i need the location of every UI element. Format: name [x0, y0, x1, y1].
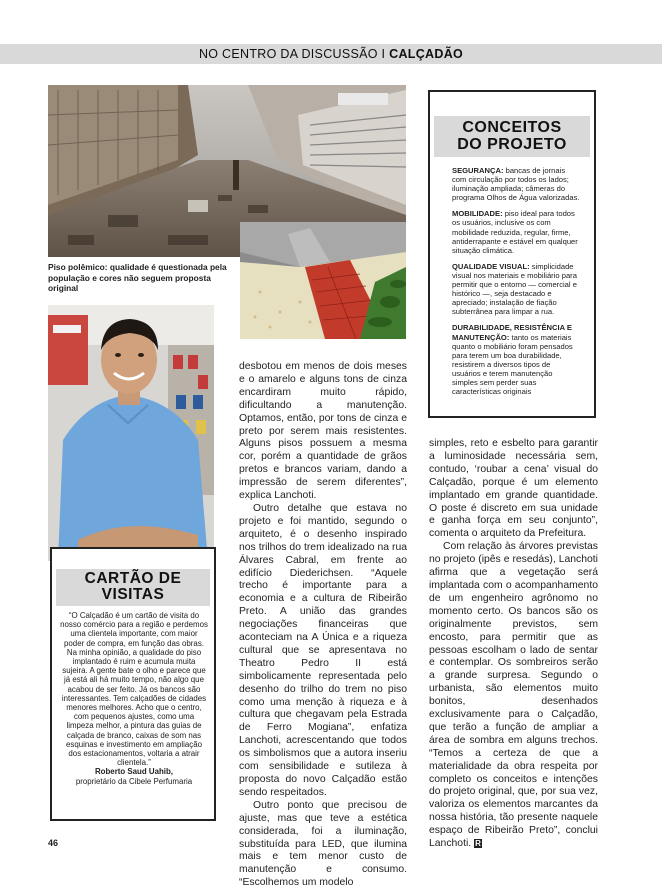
card-title — [56, 569, 210, 606]
end-mark: R — [475, 839, 481, 849]
concepts-title — [434, 116, 590, 157]
card-role: proprietário da Cibele Perfumaria — [75, 776, 193, 786]
concept-label: QUALIDADE VISUAL: — [452, 261, 530, 271]
rendering-image — [240, 222, 406, 339]
concept-text: piso ideal para todos os usuários, inclusive os com mobilidade reduzida, regular, firme, antiderrapante e estável em qualquer situação climática. — [452, 209, 578, 255]
concepts-title-line2: DO PROJETO — [457, 136, 567, 153]
page-number: 46 — [48, 838, 59, 848]
card-title-line1: CARTÃO DE — [84, 570, 182, 587]
concept-item — [452, 323, 580, 396]
concept-text: simplicidade visual nos materiais e mobiliário para permitir que o entorno — comercial e histórico —, seja destacado e apreciado; instalação de fiação subterrânea para limpar a rua. — [452, 261, 577, 317]
card-title-line2: VISITAS — [101, 586, 165, 603]
card-box — [50, 547, 216, 821]
portrait-photo — [48, 305, 214, 561]
concept-item — [452, 262, 580, 317]
concept-label: MOBILIDADE: — [452, 209, 503, 219]
concept-text: tanto os materiais quanto o mobiliário foram pensados para terem um boa durabilidade, resistirem a diversos tipos de usuários e terem manutenção simples sem perder suas características originais — [452, 332, 573, 397]
article-paragraph: simples, reto e esbelto para garantir a luminosidade necessária sem, contudo, ‘roubar a cena’ visual do Calçadão, porque é um elemento implantado em grande quantidade. O poste é discreto em sua unidade e ganha força em seu conjunto”, comenta o arquiteto da Prefeitura. — [429, 438, 598, 540]
article-column-2 — [429, 438, 598, 851]
concept-label: SEGURANÇA: — [452, 166, 504, 175]
concepts-box — [428, 90, 596, 418]
article-paragraph: desbotou em menos de dois meses e o amarelo e alguns tons de cinza encardiram muito rápido, dificultando a manutenção. Optamos, então, por tons de cinza e preto por serem mais resistentes. Alguns pisos possuem a mesma cor, porém a quantidade de grãos pretos e brancos variam, dando a impressão de serem diferentes”, explica Lanchoti. — [239, 361, 407, 502]
article-paragraph: Outro detalhe que estava no projeto e foi mantido, segundo o arquiteto, é o desenho inspirado nos trilhos do trem idealizado na rua Álvares Cabral, em frente ao edifício Diederichsen. “Aquele trecho é importante para a economia e a cultura de Ribeirão Preto. A união das grandes negociações financeiras que aconteciam na A Única e a riqueza cultural que se apresentava no Theatro Pedro II está simbolicamente representada pelo desenho do trilho do trem no piso como uma menção à riqueza e à cultura que chegavam pela Estrada de Ferro Mogiana”, enfatiza Lanchoti, acrescentando que todos os simbolismos que a autora inseriu com sensibilidade e sutileza à proposta do novo Calçadão estão sendo respeitados. — [239, 502, 407, 798]
section-label: NO CENTRO DA DISCUSSÃO I — [198, 47, 386, 61]
article-paragraph: Outro ponto que precisou de ajuste, mas que teve a estética considerada, foi a iluminação, substituída para LED, que ilumina mais e tem menor custo de manutenção e consumo. “Escolhemos um modelo — [239, 799, 407, 889]
photo-caption: Piso polêmico: qualidade é questionada pela população e cores não seguem proposta original — [48, 262, 227, 293]
section-header — [0, 44, 662, 64]
card-quote-block — [52, 606, 214, 786]
card-author: Roberto Saud Uahib, — [94, 767, 174, 777]
concept-label: DURABILIDADE, RESISTÊNCIA E MANUTENÇÃO: — [452, 323, 572, 342]
card-quote: “O Calçadão é um cartão de visita do nosso comércio para a região e perdemos uma clientela importante, com maior poder de compra, em função das obras. Na minha opinião, a qualidade do piso implantado é ruim e acumula muita sujeira. A gente bate o olho e parece que já está ali há muito tempo, não algo que acabou de ser feito. Já os bancos são interessantes. Tem calçadões de cidades menores melhores. Acho que o centro, com pequenos ajustes, como uma limpeza melhor, a pintura das guias de calçada de branco, caixas de som nas esquinas e investimento em ampliação dos estacionamentos, voltaria a atrair clientela.” — [60, 611, 208, 768]
concept-item — [452, 166, 580, 202]
article-column-1 — [239, 361, 407, 890]
article-paragraph — [429, 541, 598, 851]
section-subject: CALÇADÃO — [389, 47, 464, 61]
concepts-title-line1: CONCEITOS — [462, 119, 562, 136]
concept-item — [452, 209, 580, 254]
concepts-list — [430, 157, 594, 396]
article-paragraph-text: Com relação às árvores previstas no projeto (ipês e resedás), Lanchoti afirma que a vegetação será implantada com o acompanhamento de um engenheiro agrônomo no momento certo. Os bancos são os originalmente previstos, sem encosto, para permitir que as pessoas escolham o lado de sentar e contemplar. Os sombreiros serão a grande surpresa. Segundo o urbanista, são elementos muito bonitos, desenhados exclusivamente para o Calçadão, que terão a função de ampliar a área de sombra em alguns trechos. “Temos a certeza de que a materialidade da obra respeita por completo os conceitos e intenções do projeto original, que, por sua vez, valoriza os elementos marcantes da nossa história, tão presente naquele espaço de Ribeirão Preto”, conclui Lanchoti. — [429, 541, 598, 850]
concept-text: bancas de jornais com circulação por todos os lados; iluminação ampliada; câmeras do programa Olhos de Água valorizadas. — [452, 166, 580, 203]
